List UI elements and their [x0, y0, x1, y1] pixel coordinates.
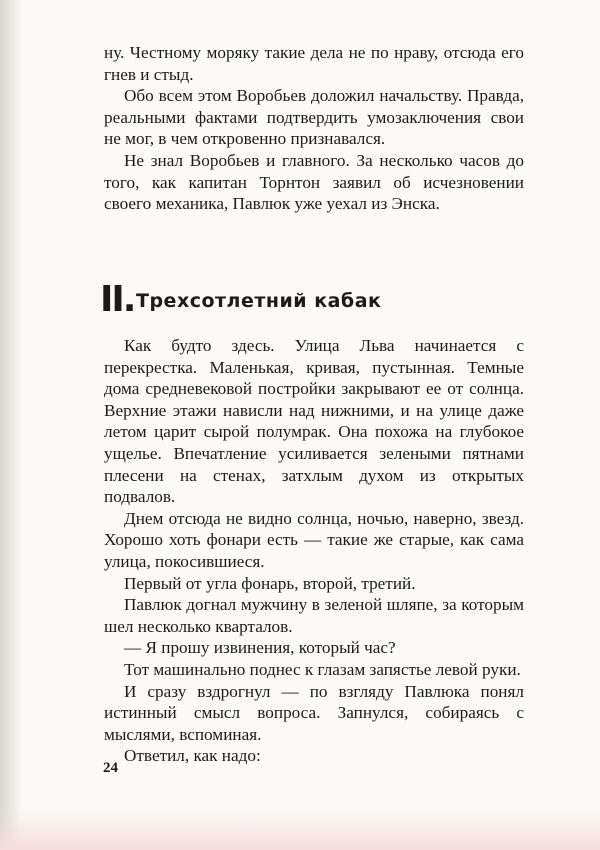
chapter-number: II. [100, 279, 135, 320]
paragraph: Не знал Воробьев и главного. За несколько часов до того, как капитан Торнтон заявил об исчезновении своего механика, Павлюк уже уехал из Энска. [104, 150, 524, 214]
paragraph: ну. Честному моряку такие дела не по нраву, отсюда его гнев и стыд. [104, 43, 524, 84]
chapter-text-block [104, 335, 524, 767]
chapter-title: Трехсотлетний кабак [136, 290, 382, 312]
chapter-heading [100, 279, 530, 322]
paragraph: Как будто здесь. Улица Льва начинается с перекрестка. Маленькая, кривая, пустынная. Темные дома средневековой постройки закрывают ее от солнца. Верхние этажи нависли над нижними, и на улице даже летом царит сырой полумрак. Она похожа на глубокое ущелье. Впечатление усиливается зелеными пятнами плесени на стенах, затхлым духом из открытых подвалов. [104, 336, 524, 507]
paragraph: — Я прошу извинения, который час? [124, 638, 396, 658]
paragraph: Тот машинально поднес к глазам запястье левой руки. [124, 659, 521, 679]
paragraph: И сразу вздрогнул — по взгляду Павлюка понял истинный смысл вопроса. Запнулся, собираясь с мыслями, вспоминая. [104, 681, 524, 744]
paragraph: Павлюк догнал мужчину в зеленой шляпе, за которым шел несколько кварталов. [104, 595, 524, 636]
paragraph: Обо всем этом Воробьев доложил начальству. Правда, реальными фактами подтвердить умозаключения свои не мог, в чем откровенно признавался. [104, 86, 524, 149]
paragraph: Первый от угла фонарь, второй, третий. [124, 573, 416, 593]
page-bottom-tint [0, 810, 600, 850]
paragraph: Ответил, как надо: [124, 746, 261, 766]
page-number: 24 [103, 760, 118, 776]
paragraph: Днем отсюда не видно солнца, ночью, наверно, звезд. Хорошо хоть фонари есть — такие же старые, как сама улица, покосившиеся. [104, 508, 524, 571]
top-text-block [104, 42, 524, 215]
page-edge-shadow [0, 0, 22, 850]
